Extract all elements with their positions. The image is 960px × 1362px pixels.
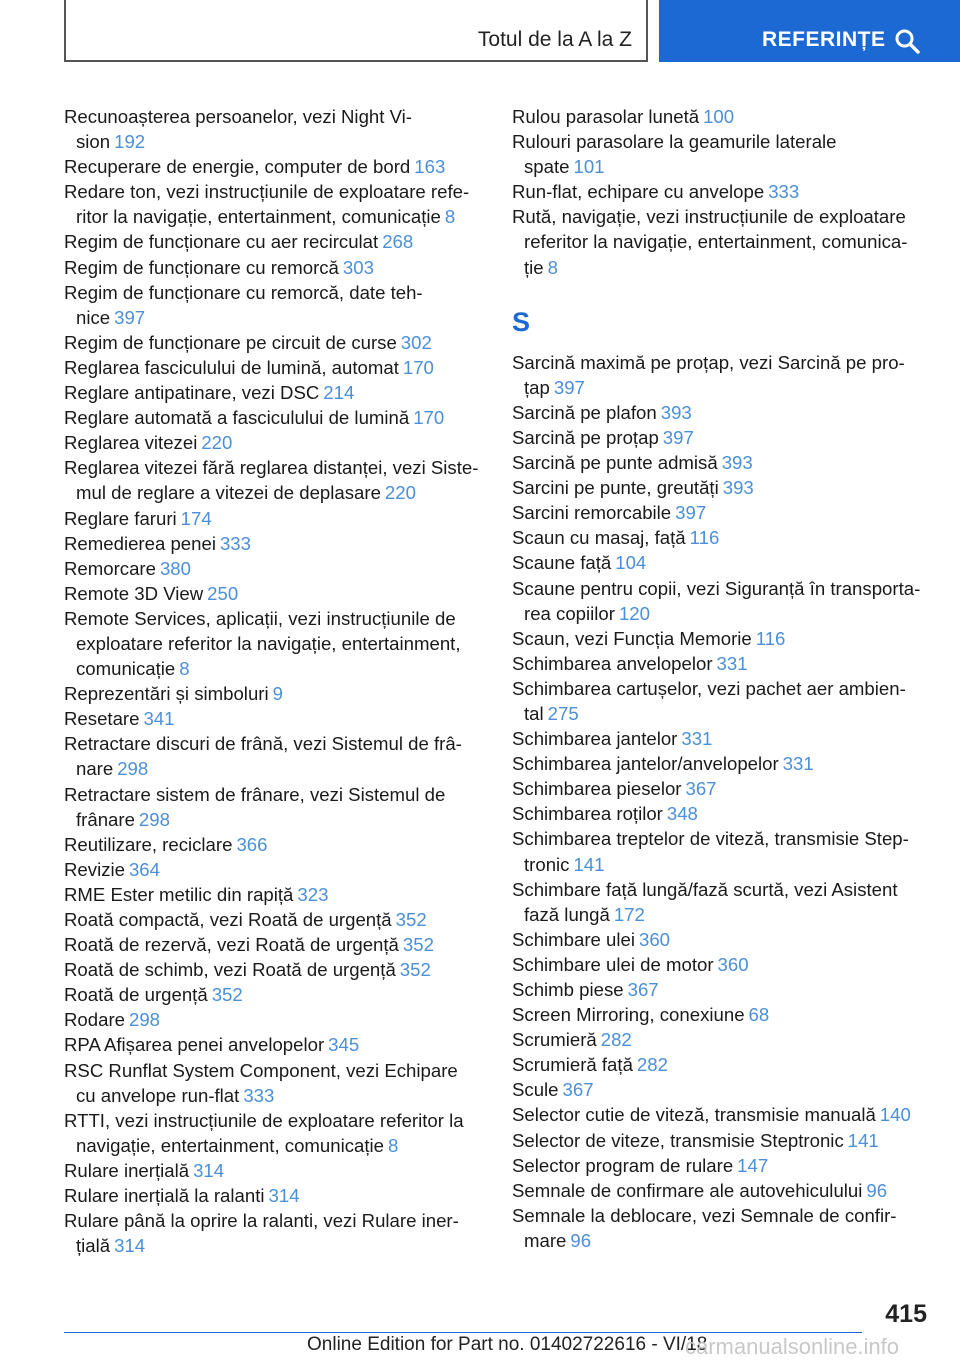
index-entry [64,430,482,455]
page-link[interactable]: 397 [675,502,707,524]
index-entry [64,380,482,405]
index-entry [64,531,482,556]
page-link[interactable]: 275 [547,702,579,724]
page-link[interactable]: 360 [717,953,749,975]
entry-text: tronic [524,853,570,875]
index-entry [512,1102,932,1127]
index-entry [512,826,932,876]
entry-text: Sarcini pe punte, greutăți [512,477,719,499]
index-entry [64,907,482,932]
page-link[interactable]: 367 [627,979,659,1000]
index-entry [512,450,932,475]
entry-text: Rulouri parasolare la geamurile laterale [512,131,837,153]
index-entry [512,1027,932,1052]
page-link[interactable]: 352 [402,934,434,956]
page-link[interactable]: 96 [570,1229,592,1251]
index-entry [512,1002,932,1027]
page-link[interactable]: 68 [748,1004,770,1026]
page-link[interactable]: 341 [143,708,175,730]
page-link[interactable]: 282 [600,1029,632,1051]
entry-text: Retractare sistem de frânare, vezi Sistemul de [64,783,446,805]
section-tab[interactable] [64,0,648,62]
page-link[interactable]: 140 [879,1104,911,1126]
entry-text: Rulare inerțială la ralanti [64,1185,265,1207]
entry-text: Regim de funcționare cu remorcă [64,256,339,278]
entry-text: Remote 3D View [64,582,204,604]
entry-text: Schimb piese [512,979,624,1000]
index-entry [512,576,932,626]
entry-text: sion [76,131,111,153]
index-entry [512,1203,932,1253]
page-link[interactable]: 8 [179,658,190,680]
entry-text: tal [524,702,544,724]
page-link[interactable]: 345 [328,1034,360,1056]
entry-text: Regim de funcționare pe circuit de curse [64,331,397,353]
entry-text: Reglarea vitezei [64,432,198,454]
index-entry [512,726,932,751]
entry-text: Selector program de rulare [512,1154,734,1176]
entry-text: Run-flat, echipare cu anvelope [512,181,765,203]
entry-text: nice [76,306,111,328]
page-link[interactable]: 116 [755,627,786,649]
index-entry [64,1108,482,1158]
entry-text: Semnale de confirmare ale autovehiculului [512,1179,863,1201]
section-spacer [512,280,932,291]
entry-text: Schimbarea jantelor [512,728,678,750]
index-entry [64,857,482,882]
index-entry [512,1077,932,1102]
entry-text: țială [76,1235,111,1257]
page-link[interactable]: 214 [323,382,355,404]
entry-text: ție [524,256,544,278]
page-link[interactable]: 282 [636,1054,668,1076]
edition-footer: Online Edition for Part no. 01402722616 - VI/18 [307,1334,708,1355]
index-entry [64,932,482,957]
page-link[interactable]: 163 [414,156,446,178]
references-tab-label[interactable]: REFERINȚE [762,28,886,51]
page-link[interactable]: 100 [703,106,735,127]
entry-text: navigație, entertainment, comunicație [76,1134,385,1156]
page-link[interactable]: 192 [114,131,146,153]
page-link[interactable]: 333 [768,181,800,203]
page-link[interactable]: 174 [180,507,212,529]
entry-text: Selector cutie de viteză, transmisie manuală [512,1104,876,1126]
entry-text: Retractare discuri de frână, vezi Sistemul de frâ- [64,733,462,755]
section-title[interactable]: Totul de la A la Z [477,28,632,51]
entry-text: ritor la navigație, entertainment, comunicație [76,206,441,228]
index-entry [64,782,482,832]
entry-text: frânare [76,808,135,830]
footer-rule [64,1332,862,1333]
index-entry [512,952,932,977]
page-link[interactable]: 120 [618,602,650,624]
index-entry [64,882,482,907]
entry-text: Reglare antipatinare, vezi DSC [64,382,320,404]
index-entry [64,1183,482,1208]
index-entry [64,982,482,1007]
entry-text: Sarcină maximă pe proțap, vezi Sarcină pe pro- [512,351,905,373]
index-entry [512,525,932,550]
page-link[interactable]: 298 [117,758,149,780]
entry-text: Reglare faruri [64,507,177,529]
entry-text: Redare ton, vezi instrucțiunile de exploatare refe- [64,181,470,203]
index-entry [64,1158,482,1183]
page-link[interactable]: 380 [159,557,191,579]
entry-text: mul de reglare a vitezei de deplasare [76,482,381,504]
entry-text: Schimbarea treptelor de viteză, transmisie Step- [512,828,909,850]
entry-text: Resetare [64,708,140,730]
entry-text: Scaune față [512,552,612,574]
entry-text: Remedierea penei [64,532,216,554]
index-entry [512,475,932,500]
index-entry [512,129,932,179]
index-entry [512,1128,932,1153]
entry-text: Sarcini remorcabile [512,502,672,524]
page-link[interactable]: 9 [272,683,283,705]
index-entry [512,204,932,279]
entry-text: mare [524,1229,567,1251]
index-entry [64,179,482,229]
entry-text: Reprezentări și simboluri [64,683,269,705]
entry-text: Scaun cu masaj, față [512,527,686,549]
index-group-r [512,104,932,280]
page-link[interactable]: 314 [193,1159,225,1181]
entry-text: Roată de schimb, vezi Roată de urgență [64,959,396,981]
entry-text: Schimbare față lungă/fază scurtă, vezi Asistent [512,878,898,900]
entry-text: spate [524,156,570,178]
page-link[interactable]: 397 [114,306,146,328]
page-link[interactable]: 141 [573,853,605,875]
page-link[interactable]: 141 [847,1129,879,1151]
index-entry [64,280,482,330]
entry-text: Scaune pentru copii, vezi Siguranță în transporta- [512,577,921,599]
index-entry [512,500,932,525]
index-entry [512,751,932,776]
page-link[interactable]: 348 [666,803,698,825]
entry-text: Regim de funcționare cu aer recirculat [64,231,379,253]
page-link[interactable]: 397 [553,376,585,398]
entry-text: Reglarea vitezei fără reglarea distanței, vezi Siste- [64,457,479,479]
index-entry [512,927,932,952]
entry-text: Rodare [64,1009,125,1031]
index-entry [64,556,482,581]
entry-text: Schimbarea pieselor [512,778,682,800]
page-link[interactable]: 352 [395,909,427,930]
page-link[interactable]: 298 [138,808,170,830]
index-entry [64,1058,482,1108]
entry-text: Roată de urgență [64,984,208,1006]
page-link[interactable]: 104 [615,552,647,574]
section-letter: S [512,306,531,337]
entry-text: Scule [512,1079,559,1101]
entry-text: Screen Mirroring, conexiune [512,1004,745,1026]
index-entry [512,104,932,129]
page-link[interactable]: 8 [444,206,456,228]
page-link[interactable]: 352 [211,984,243,1006]
index-column-right [512,104,932,1253]
entry-text: Sarcină pe plafon [512,401,657,423]
page-link[interactable]: 333 [243,1084,275,1106]
index-entry [64,355,482,380]
page-link[interactable]: 352 [399,959,431,981]
page-link[interactable]: 323 [297,883,329,905]
page-link[interactable]: 393 [660,401,692,423]
entry-text: Remote Services, aplicații, vezi instrucțiunile de [64,607,456,629]
page-link[interactable]: 331 [716,652,748,674]
index-column-left [64,104,482,1258]
entry-text: referitor la navigație, entertainment, comunica- [524,231,908,253]
index-entry [64,506,482,531]
entry-text: Semnale la deblocare, vezi Semnale de confir- [512,1204,897,1226]
watermark: carmanualsonline.info [685,1334,900,1359]
entry-text: Rută, navigație, vezi instrucțiunile de exploatare [512,206,906,228]
page-link[interactable]: 314 [114,1235,146,1257]
index-entry [64,731,482,781]
index-entry [512,350,932,400]
entry-text: Roată de rezervă, vezi Roată de urgență [64,934,399,956]
index-entry [64,104,482,154]
entry-text: fază lungă [524,903,610,925]
entry-text: RPA Afișarea penei anvelopelor [64,1034,325,1056]
page-link[interactable]: 96 [866,1179,888,1201]
entry-text: comunicație [76,658,176,680]
page-link[interactable]: 367 [562,1079,594,1101]
entry-text: nare [76,758,114,780]
entry-text: Reutilizare, reciclare [64,833,233,855]
entry-text: Schimbarea jantelor/anvelopelor [512,753,779,775]
entry-text: Remorcare [64,557,156,579]
page-link[interactable]: 333 [219,532,251,554]
entry-text: Scrumieră față [512,1054,633,1076]
index-entry [512,1052,932,1077]
entry-text: Roată compactă, vezi Roată de urgență [64,909,392,930]
index-entry [64,154,482,179]
entry-text: Sarcină pe punte admisă [512,452,718,474]
page-link[interactable]: 302 [400,331,432,353]
page-link[interactable]: 170 [413,407,445,429]
page-link[interactable]: 393 [722,477,754,499]
page-link[interactable]: 8 [547,256,558,278]
page-link[interactable]: 367 [685,778,717,800]
index-entry [64,581,482,606]
index-entry [512,400,932,425]
index-group-s [512,350,932,1253]
entry-text: țap [524,376,550,398]
entry-text: Schimbarea anvelopelor [512,652,713,674]
page-link[interactable]: 303 [342,256,374,278]
index-entry [64,455,482,505]
index-entry [512,1153,932,1178]
page-link[interactable]: 220 [384,482,416,504]
page-link[interactable]: 397 [662,426,694,448]
index-entry [512,550,932,575]
index-entry [64,1208,482,1258]
page-link[interactable]: 360 [638,928,671,950]
page-number: 415 [885,1300,927,1328]
entry-text: RTTI, vezi instrucțiunile de exploatare referitor la [64,1109,464,1131]
index-entry [64,1032,482,1057]
page-link[interactable]: 331 [681,728,713,750]
index-entry [64,957,482,982]
entry-text: Recunoașterea persoanelor, vezi Night Vi- [64,106,412,127]
entry-text: rea copiilor [524,602,615,624]
page-link[interactable]: 393 [721,452,753,474]
index-entry [64,832,482,857]
page-link[interactable]: 101 [573,156,605,178]
page-link[interactable]: 314 [268,1185,300,1207]
entry-text: Revizie [64,858,125,880]
index-entry [512,877,932,927]
entry-text: Scaun, vezi Funcția Memorie [512,627,752,649]
index-entry [512,776,932,801]
page-link[interactable]: 298 [128,1009,161,1031]
entry-text: Reglarea fasciculului de lumină, automat [64,356,399,378]
index-entry [512,977,932,1002]
page-link[interactable]: 170 [402,356,434,378]
page-link[interactable]: 331 [782,753,814,775]
page-link[interactable]: 366 [236,833,268,855]
entry-text: Scrumieră [512,1029,597,1051]
entry-text: cu anvelope run-flat [76,1084,240,1106]
entry-text: Schimbarea cartușelor, vezi pachet aer ambien- [512,677,906,699]
index-entry [64,229,482,254]
index-entry [64,255,482,280]
page-link[interactable]: 147 [737,1154,769,1176]
page-link[interactable]: 8 [388,1134,399,1156]
entry-text: Selector de viteze, transmisie Steptronic [512,1129,844,1151]
index-entry [512,1178,932,1203]
entry-text: Schimbare ulei de motor [512,953,714,975]
references-tab[interactable] [659,0,960,62]
page-link[interactable]: 250 [207,582,239,604]
page-link[interactable]: 172 [613,903,645,925]
page-link[interactable]: 364 [128,858,160,880]
index-entry [64,1007,482,1032]
entry-text: Rulare până la oprire la ralanti, vezi Rulare iner- [64,1210,459,1232]
entry-text: Schimbare ulei [512,928,635,950]
entry-text: RSC Runflat System Component, vezi Echipare [64,1059,458,1081]
index-entry [512,425,932,450]
index-entry [64,606,482,681]
entry-text: Reglare automată a fasciculului de lumină [64,407,410,429]
page-link[interactable]: 220 [201,432,233,454]
index-entry [64,681,482,706]
index-entry [64,706,482,731]
page-link[interactable]: 116 [689,527,720,549]
index-entry [512,626,932,651]
entry-text: exploatare referitor la navigație, entertainment, [76,632,461,654]
entry-text: RME Ester metilic din rapiță [64,883,294,905]
index-entry [512,651,932,676]
entry-text: Schimbarea roților [512,803,663,825]
index-entry [512,801,932,826]
index-entry [512,676,932,726]
entry-text: Rulou parasolar lunetă [512,106,700,127]
entry-text: Sarcină pe proțap [512,426,659,448]
index-entry [512,179,932,204]
entry-text: Recuperare de energie, computer de bord [64,156,411,178]
index-entry [64,405,482,430]
index-entry [64,330,482,355]
search-icon[interactable] [894,28,920,54]
entry-text: Rulare inerțială [64,1159,190,1181]
page-link[interactable]: 268 [382,231,414,253]
entry-text: Regim de funcționare cu remorcă, date teh- [64,281,423,303]
